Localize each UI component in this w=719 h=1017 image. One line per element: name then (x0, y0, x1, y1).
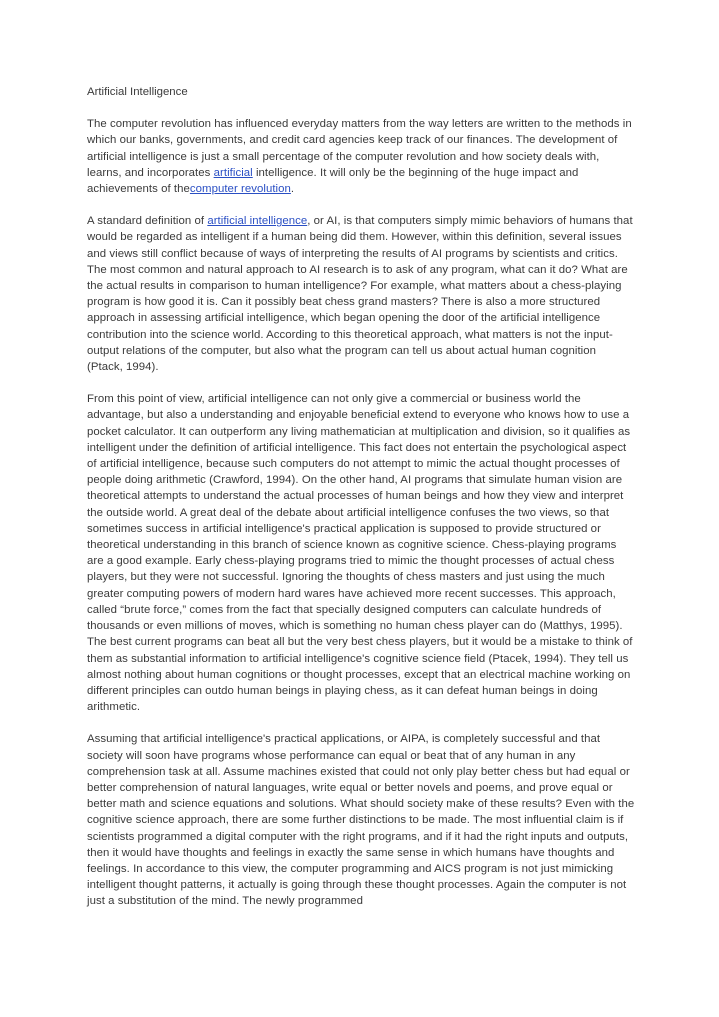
document-title: Artificial Intelligence (87, 86, 188, 98)
paragraph-2 (87, 213, 635, 375)
paragraph-1-text-c: . (290, 183, 295, 196)
paragraph-1-text-b: intelligence. It will only be the beginning of the huge impact and achievements of the (87, 166, 579, 196)
paragraph-1 (87, 116, 635, 197)
paragraph-2-text-a: A standard definition of (87, 215, 208, 228)
computer-revolution-link[interactable]: computer revolution (189, 183, 291, 196)
paragraph-3: From this point of view, artificial intelligence can not only give a commercial or business world the advantage, but also a understanding and enjoyable beneficial extend to everyone who knows how to use a pocket calculator. It can outperform any living mathematician at multiplication and division, so it qualifies as intelligent under the definition of artificial intelligence. This fact does not entertain the psychological aspect of artificial intelligence, because such computers do not attempt to mimic the actual thought processes of people doing arithmetic (Crawford, 1994). On the other hand, AI programs that simulate human vision are theoretical attempts to understand the actual processes of human beings and how they view and interpret the outside world. A great deal of the debate about artificial intelligence confuses the two views, so that sometimes success in artificial intelligence's practical application is supposed to provide structured or theoretical understanding in this branch of science known as cognitive science. Chess-playing programs are a good example. Early chess-playing programs tried to mimic the thought processes of actual chess players, but they were not successful. Ignoring the thoughts of chess masters and just using the much greater computing powers of modern hard wares have achieved more recent successes. This approach, called “brute force,” comes from the fact that specially designed computers can calculate hundreds of thousands or even millions of moves, which is something no human chess player can do (Matthys, 1995). The best current programs can beat all but the very best chess players, but it would be a mistake to think of them as substantial information to artificial intelligence's cognitive science field (Ptacek, 1994). They tell us almost nothing about human cognitions or thought processes, except that an electrical machine working on different principles can outdo human beings in playing chess, as it can defeat human beings in doing arithmetic. (87, 393, 633, 714)
artificial-intelligence-link[interactable]: artificial intelligence (207, 215, 308, 228)
paragraph-2-text-b: , or AI, is that computers simply mimic behaviors of humans that would be regarded as intelligent if a human being did them. However, within this definition, several issues and views still conflict because of ways of interpreting the results of AI programs by scientists and critics. The most common and natural approach to AI research is to ask of any program, what can it do? What are the actual results in comparison to human intelligence? For example, what matters about a chess-playing program is how good it is. Can it possibly beat chess grand masters? There is also a more structured approach in assessing artificial intelligence, which began opening the door of the artificial intelligence contribution into the science world. According to this theoretical approach, what matters is not the input-output relations of the computer, but also what the program can tell us about actual human cognition (Ptack, 1994). (87, 215, 633, 374)
paragraph-4: Assuming that artificial intelligence's practical applications, or AIPA, is completely successful and that society will soon have programs whose performance can equal or beat that of any human in any comprehension task at all. Assume machines existed that could not only play better chess but had equal or better comprehension of natural languages, write equal or better novels and poems, and prove equal or better math and science equations and solutions. What should society make of these results? Even with the cognitive science approach, there are some further distinctions to be made. The most influential claim is if scientists programmed a digital computer with the right programs, and if it had the right inputs and outputs, then it would have thoughts and feelings in exactly the same sense in which humans have thoughts and feelings. In accordance to this view, the computer programming and AICS program is not just mimicking intelligent thought patterns, it actually is going through these thought processes. Again the computer is not just a substitution of the mind. The newly programmed (87, 733, 635, 908)
paragraph-1-text-a: The computer revolution has influenced everyday matters from the way letters are written to the methods in which our banks, governments, and credit card agencies keep track of our finances. The development of artificial intelligence is just a small percentage of the computer revolution and how society deals with, learns, and incorporates (87, 118, 632, 179)
artificial-link[interactable]: artificial (213, 166, 253, 179)
document-page (87, 84, 635, 926)
